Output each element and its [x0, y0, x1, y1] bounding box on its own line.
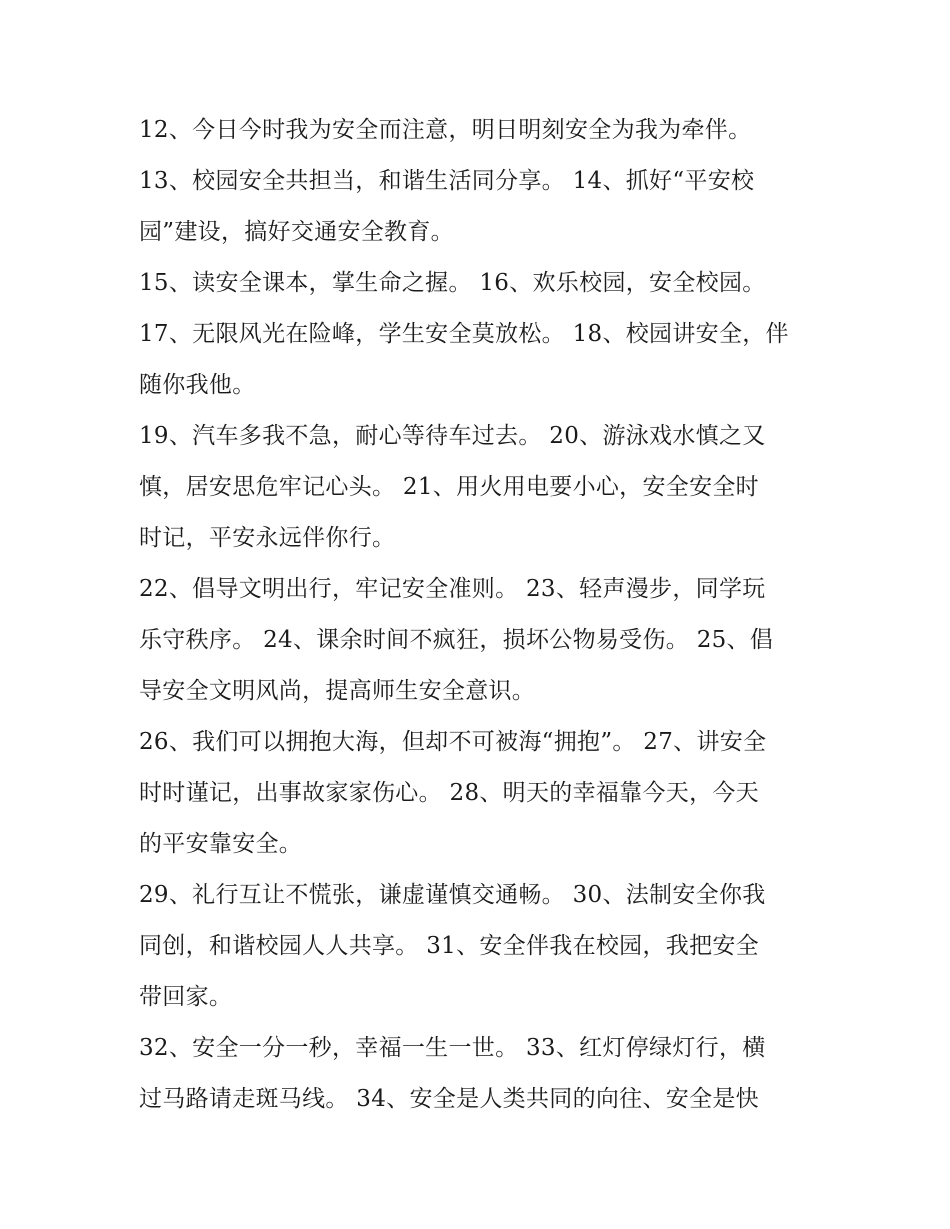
text-line: 乐守秩序。 24、课余时间不疯狂，损坏公物易受伤。 25、倡	[139, 627, 774, 653]
text-line: 17、无限风光在险峰，学生安全莫放松。 18、校园讲安全，伴	[139, 321, 789, 347]
text-line: 29、礼行互让不慌张，谦虚谨慎交通畅。 30、法制安全你我	[139, 882, 766, 908]
text-line: 过马路请走斑马线。 34、安全是人类共同的向往、安全是快	[139, 1086, 759, 1112]
text-line: 的平安靠安全。	[139, 831, 303, 857]
text-line: 时时谨记，出事故家家伤心。 28、明天的幸福靠今天，今天	[139, 780, 759, 806]
text-line: 时记，平安永远伴你行。	[139, 525, 396, 551]
text-line: 随你我他。	[139, 372, 256, 398]
text-line: 导安全文明风尚，提高师生安全意识。	[139, 678, 536, 704]
text-line: 32、安全一分一秒，幸福一生一世。 33、红灯停绿灯行，横	[139, 1035, 766, 1061]
text-line: 22、倡导文明出行，牢记安全准则。 23、轻声漫步，同学玩	[139, 576, 766, 602]
text-line: 26、我们可以拥抱大海，但却不可被海“拥抱”。 27、讲安全	[139, 729, 767, 755]
text-line: 13、校园安全共担当，和谐生活同分享。 14、抓好“平安校	[139, 168, 755, 194]
text-line: 园”建设，搞好交通安全教育。	[139, 219, 454, 245]
text-line: 同创，和谐校园人人共享。 31、安全伴我在校园，我把安全	[139, 933, 759, 959]
text-line: 带回家。	[139, 984, 233, 1010]
text-line: 12、今日今时我为安全而注意，明日明刻安全为我为牵伴。	[139, 117, 752, 143]
text-line: 15、读安全课本，掌生命之握。 16、欢乐校园，安全校园。	[139, 270, 766, 296]
text-line: 19、汽车多我不急，耐心等待车过去。 20、游泳戏水慎之又	[139, 423, 766, 449]
text-line: 慎，居安思危牢记心头。 21、用火用电要小心，安全安全时	[139, 474, 759, 500]
document-body	[139, 105, 819, 1125]
